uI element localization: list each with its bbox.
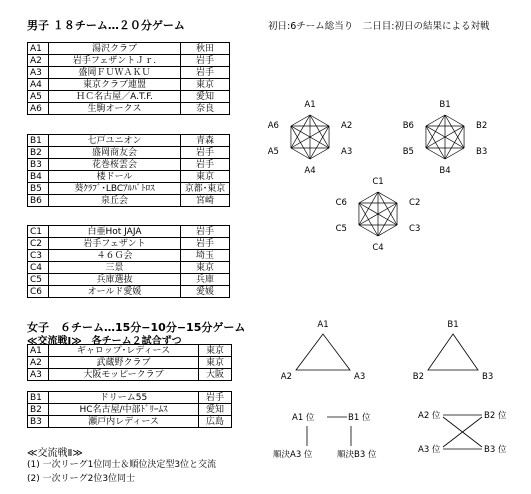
team-name: 瀬戸内レディース (49, 416, 199, 428)
team-region: 岩手 (199, 392, 232, 404)
team-name: 三景 (49, 262, 181, 274)
team-name: 泉丘会 (49, 195, 181, 207)
hex-node-label: A3 (341, 147, 353, 157)
triangle-node-label: B3 (482, 372, 494, 382)
team-region: 京都･東京 (181, 183, 230, 195)
team-region: 岩手 (181, 238, 230, 250)
hex-node-label: B2 (476, 121, 488, 131)
team-code: B2 (28, 404, 49, 416)
bracket1-left-bottom: 順決A3 位 (273, 450, 313, 460)
bracket1-right-bottom: 順決B3 位 (337, 450, 377, 460)
team-name: 岩手フェザントＪｒ. (49, 55, 181, 67)
team-name: オールド愛媛 (49, 286, 181, 298)
triangle-node-label: B2 (412, 372, 424, 382)
hex-node-label: C4 (372, 243, 384, 253)
team-region: 愛知 (199, 404, 232, 416)
team-code: C2 (28, 238, 49, 250)
team-code: A2 (28, 357, 49, 369)
exchange2-item-1: (1) 一次リーグ1位同士＆順位決定型3位と交流 (27, 460, 217, 470)
hex-node-label: A5 (267, 147, 279, 157)
team-code: B1 (28, 135, 49, 147)
hex-node-label: C6 (335, 198, 347, 208)
round-robin-triangles (281, 320, 493, 382)
team-region: 東京 (181, 79, 230, 91)
team-code: C6 (28, 286, 49, 298)
bracket1-right: B1 位 (348, 413, 371, 423)
team-region: 岩手 (181, 67, 230, 79)
team-code: C5 (28, 274, 49, 286)
bracket2-tr: B2 位 (484, 411, 507, 421)
women-title: 女子 ６チーム…15分−10分−15分ゲーム (27, 321, 246, 334)
team-region: 秋田 (181, 43, 230, 55)
team-code: A3 (28, 369, 49, 381)
team-code: B1 (28, 392, 49, 404)
exchange1-title: ≪交流戦Ⅰ≫ 各チーム２試合ずつ (27, 336, 182, 347)
team-region: 岩手 (181, 159, 230, 171)
round-robin-hexagons (268, 100, 488, 253)
team-name: 花巻桜雲会 (49, 159, 181, 171)
team-name: 葵ｸﾗﾌﾞ･LBCｱﾙﾊﾞﾄﾛｽ (49, 183, 181, 195)
team-name: 七戸ユニオン (49, 135, 181, 147)
hex-node-label: A4 (304, 166, 316, 176)
bracket2-tl: A2 位 (418, 411, 441, 421)
team-code: A1 (28, 345, 49, 357)
team-code: A4 (28, 79, 49, 91)
team-name: 大阪モッピークラブ (49, 369, 199, 381)
team-region: 東京 (199, 345, 232, 357)
team-code: B5 (28, 183, 49, 195)
team-region: 広島 (199, 416, 232, 428)
team-code: B3 (28, 159, 49, 171)
team-region: 東京 (199, 357, 232, 369)
team-name: 湯沢クラブ (49, 43, 181, 55)
team-code: C1 (28, 226, 49, 238)
team-code: C4 (28, 262, 49, 274)
team-name: 盛岡商友会 (49, 147, 181, 159)
team-name: ドリーム55 (49, 392, 199, 404)
bracket1-left: A1 位 (292, 413, 315, 423)
team-region: 東京 (181, 262, 230, 274)
hex-node-label: C2 (409, 198, 421, 208)
exchange2-title: ≪交流戦Ⅱ≫ (27, 448, 83, 459)
hex-node-label: C3 (409, 224, 421, 234)
team-name: 生駒オークス (49, 103, 181, 115)
hex-node-label: B1 (439, 100, 451, 110)
team-name: 岩手フェザント (49, 238, 181, 250)
team-code: A3 (28, 67, 49, 79)
team-name: 東京クラブ連盟 (49, 79, 181, 91)
team-region: 埼玉 (181, 250, 230, 262)
team-region: 岩手 (181, 226, 230, 238)
team-name: 武蔵野クラブ (49, 357, 199, 369)
team-code: B2 (28, 147, 49, 159)
team-region: 岩手 (181, 55, 230, 67)
exchange2-item-2: (2) 一次リーグ2位3位同士 (27, 474, 136, 484)
team-name: ギャロップ･レディース (49, 345, 199, 357)
triangle-node-label: B1 (447, 320, 459, 330)
triangle-matches (428, 334, 478, 370)
team-name: ４６Ｇ会 (49, 250, 181, 262)
triangle-node-label: A1 (317, 320, 329, 330)
team-name: 楼ドール (49, 171, 181, 183)
team-region: 愛知 (181, 91, 230, 103)
bracket2-br: B3 位 (484, 445, 507, 455)
team-code: A2 (28, 55, 49, 67)
team-code: B3 (28, 416, 49, 428)
triangle-matches (296, 334, 350, 370)
hex-node-label: A2 (341, 121, 353, 131)
hex-node-label: B5 (402, 147, 414, 157)
men-title: 男子 １８チーム…２０分ゲーム (27, 19, 185, 32)
team-region: 兵庫 (181, 274, 230, 286)
team-code: A1 (28, 43, 49, 55)
hex-node-label: B6 (402, 121, 414, 131)
team-region: 大阪 (199, 369, 232, 381)
triangle-node-label: A3 (354, 372, 366, 382)
team-code: B4 (28, 171, 49, 183)
team-name: HC名古屋/中部ﾄﾞﾘｰﾑｽ (49, 404, 199, 416)
hex-node-label: C5 (335, 224, 347, 234)
team-code: A6 (28, 103, 49, 115)
team-region: 宮崎 (181, 195, 230, 207)
team-name: 白亜Hot JAJA (49, 226, 181, 238)
team-code: B6 (28, 195, 49, 207)
team-region: 岩手 (181, 147, 230, 159)
team-region: 青森 (181, 135, 230, 147)
bracket2-bl: A3 位 (418, 445, 441, 455)
schedule-note: 初日:6チーム総当り 二日目:初日の結果による対戦 (268, 21, 490, 32)
team-region: 愛媛 (181, 286, 230, 298)
team-name: ＨＣ名古屋／A.T.F. (49, 91, 181, 103)
hex-node-label: B3 (476, 147, 488, 157)
team-name: 兵庫選抜 (49, 274, 181, 286)
triangle-node-label: A2 (280, 372, 292, 382)
team-code: A5 (28, 91, 49, 103)
bracket-second-third (443, 415, 482, 449)
team-region: 奈良 (181, 103, 230, 115)
team-region: 東京 (181, 171, 230, 183)
team-name: 盛岡ＦＵＷＡＫＵ (49, 67, 181, 79)
team-code: C3 (28, 250, 49, 262)
hex-node-label: C1 (372, 177, 384, 187)
hex-node-label: A1 (304, 100, 316, 110)
hex-node-label: B4 (439, 166, 451, 176)
hex-node-label: A6 (267, 121, 279, 131)
